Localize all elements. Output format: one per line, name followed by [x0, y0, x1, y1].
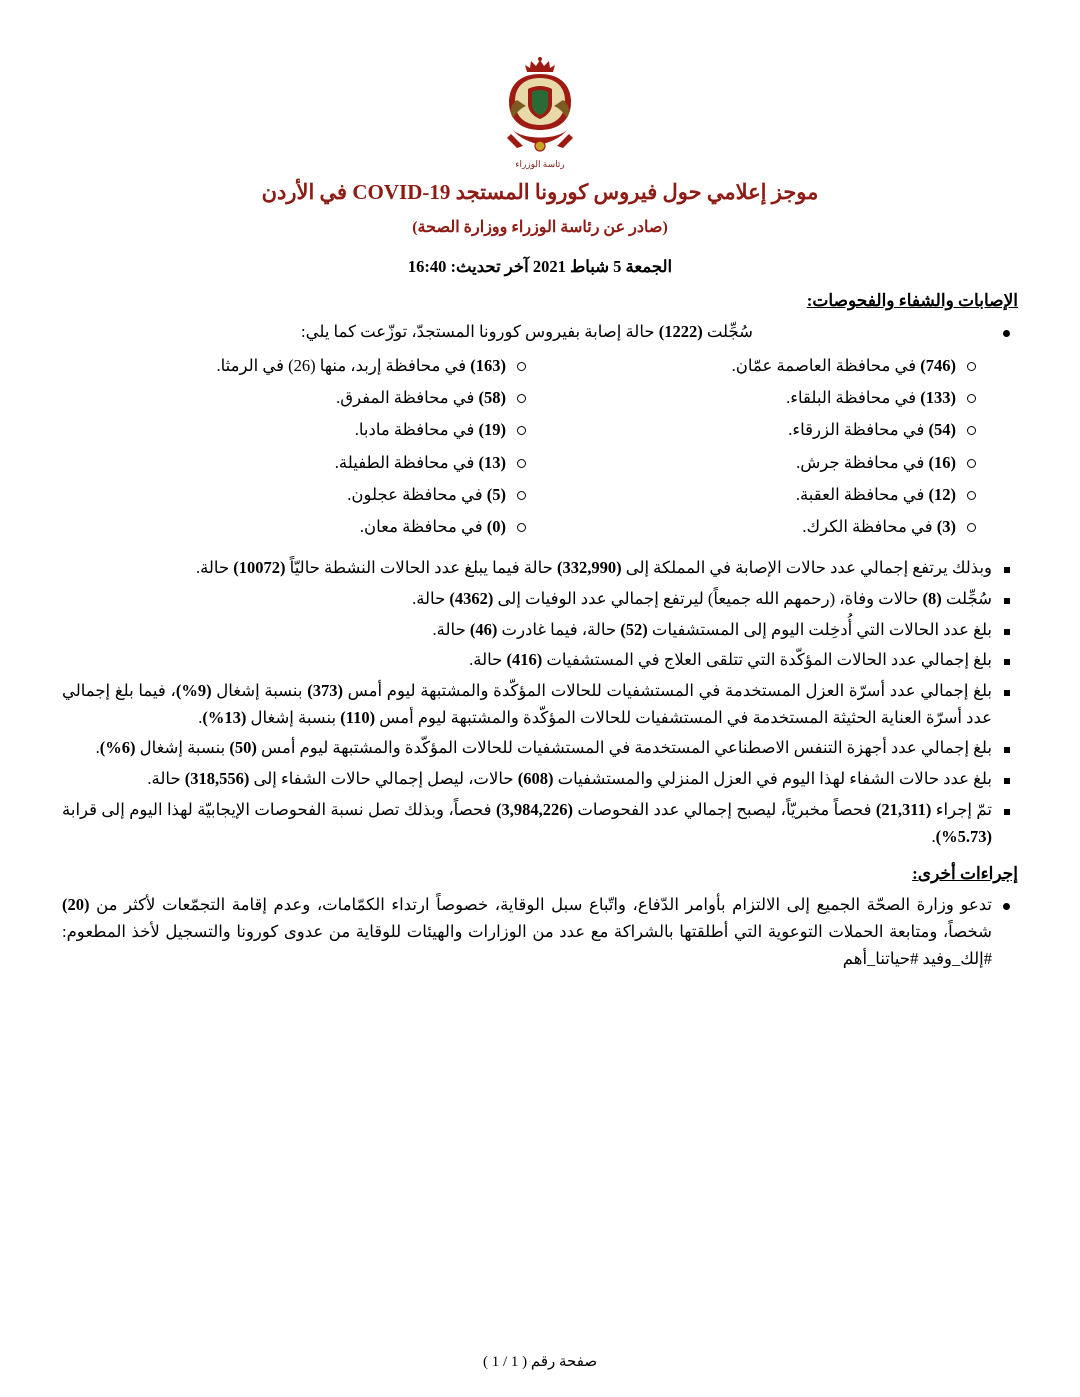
- list-item: بلغ عدد حالات الشفاء لهذا اليوم في العزل المنزلي والمستشفيات (608) حالات، ليصل إجمالي حالات الشفاء إلى (318,556) حالة.: [62, 766, 992, 793]
- list-item: [78, 414, 528, 446]
- list-item: بلغ إجمالي عدد أجهزة التنفس الاصطناعي المستخدمة في المستشفيات للحالات المؤكّدة والمشتبهة ليوم أمس (50) بنسبة إشغال (6%).: [62, 735, 992, 762]
- governorate-column-right: [528, 350, 978, 543]
- list-item: [78, 479, 528, 511]
- governorate-count: (16): [928, 452, 956, 472]
- governorate-label: في محافظة البلقاء.: [786, 388, 917, 408]
- governorate-label: في محافظة جرش.: [796, 452, 925, 472]
- governorate-label: في محافظة مادبا.: [354, 420, 475, 440]
- emblem-block: [62, 56, 1018, 170]
- list-item: وبذلك يرتفع إجمالي عدد حالات الإصابة في المملكة إلى (332,990) حالة فيما يبلغ عدد الحالات النشطة حاليّاً (10072) حالة.: [62, 555, 992, 582]
- governorate-count: (746): [920, 356, 956, 376]
- jordan-coat-of-arms-icon: [497, 56, 583, 160]
- governorate-label: في محافظة الزرقاء.: [788, 420, 925, 440]
- list-item: تمّ إجراء (21,311) فحصاً مخبريّاً، ليصبح إجمالي عدد الفحوصات (3,984,226) فحصاً، وبذلك تصل نسبة الفحوصات الإيجابيّة لهذا اليوم إلى قرابة (5.73%).: [62, 797, 992, 850]
- statistics-list: [62, 555, 1018, 850]
- date-updated-line: الجمعة 5 شباط 2021 آخر تحديث: 16:40: [407, 257, 673, 277]
- list-item: بلغ إجمالي عدد أسرّة العزل المستخدمة في المستشفيات للحالات المؤكّدة والمشتبهة ليوم أمس (373) بنسبة إشغال (9%)، فيما بلغ إجمالي عدد أسرّة العناية الحثيثة المستخدمة في المستشفيات للحالات المؤكّدة والمشتبهة ليوم أمس (110) بنسبة إشغال (13%).: [62, 678, 992, 731]
- list-item: تدعو وزارة الصحّة الجميع إلى الالتزام بأوامر الدّفاع، واتّباع سبل الوقاية، خصوصاً ارتداء الكمّامات، وعدم إقامة التجمّعات لأكثر من (20) شخصاً، ومتابعة الحملات التوعوية التي أطلقتها بالشراكة مع عدد من الوزارات والهيئات للوقاية من عدوى كورونا والتسجيل لأخذ المطعوم: #إلك_وفيد #حياتنا_أهم: [62, 892, 992, 972]
- intro-bullet-list: [62, 319, 1018, 346]
- governorate-count: (19): [478, 420, 506, 440]
- list-item: بلغ إجمالي عدد الحالات المؤكّدة التي تتلقى العلاج في المستشفيات (416) حالة.: [62, 647, 992, 674]
- list-item: [540, 479, 978, 511]
- governorate-count: (58): [478, 388, 506, 408]
- governorate-breakdown: [62, 350, 1018, 543]
- governorate-count: (3): [936, 516, 956, 536]
- governorate-label: في محافظة الطفيلة.: [334, 452, 475, 472]
- governorate-count: (5): [486, 484, 506, 504]
- governorate-label: في محافظة العاصمة عمّان.: [731, 356, 917, 376]
- governorate-count: (12): [928, 484, 956, 504]
- page-footer: صفحة رقم ( 1 / 1 ): [482, 1354, 598, 1370]
- section-heading-other-measures: إجراءات أخرى:: [912, 864, 1018, 884]
- governorate-count: (54): [928, 420, 956, 440]
- list-item: سُجِّلت (8) حالات وفاة، (رحمهم الله جميعاً) ليرتفع إجمالي عدد الوفيات إلى (4362) حالة.: [62, 586, 992, 613]
- page-title: موجز إعلامي حول فيروس كورونا المستجد COVID-19 في الأردن: [261, 180, 819, 204]
- list-item: [540, 511, 978, 543]
- list-item: [540, 350, 978, 382]
- list-item: بلغ عدد الحالات التي أُدخِلت اليوم إلى المستشفيات (52) حالة، فيما غادرت (46) حالة.: [62, 617, 992, 644]
- governorate-count: (163): [470, 356, 506, 376]
- governorate-label: في محافظة عجلون.: [347, 484, 483, 504]
- list-item: [78, 382, 528, 414]
- list-item: [540, 382, 978, 414]
- list-item: سُجِّلت (1222) حالة إصابة بفيروس كورونا المستجدّ، توزّعت كما يلي:: [62, 319, 992, 346]
- governorate-count: (133): [920, 388, 956, 408]
- list-item: [78, 447, 528, 479]
- governorate-label: في محافظة معان.: [359, 516, 483, 536]
- list-item: [78, 350, 528, 382]
- governorate-label: في محافظة العقبة.: [795, 484, 925, 504]
- governorate-label: في محافظة إربد، منها (26) في الرمثا.: [216, 356, 467, 376]
- governorate-count: (0): [486, 516, 506, 536]
- list-item: [540, 447, 978, 479]
- page-subtitle: (صادر عن رئاسة الوزراء ووزارة الصحة): [412, 219, 668, 237]
- list-item: [540, 414, 978, 446]
- other-measures-list: [62, 892, 1018, 972]
- governorate-count: (13): [478, 452, 506, 472]
- section-heading-cases: الإصابات والشفاء والفحوصات:: [806, 291, 1018, 311]
- governorate-label: في محافظة الكرك.: [802, 516, 933, 536]
- governorate-column-left: [78, 350, 528, 543]
- emblem-caption: رئاسة الوزراء: [515, 159, 565, 169]
- list-item: [78, 511, 528, 543]
- governorate-label: في محافظة المفرق.: [336, 388, 475, 408]
